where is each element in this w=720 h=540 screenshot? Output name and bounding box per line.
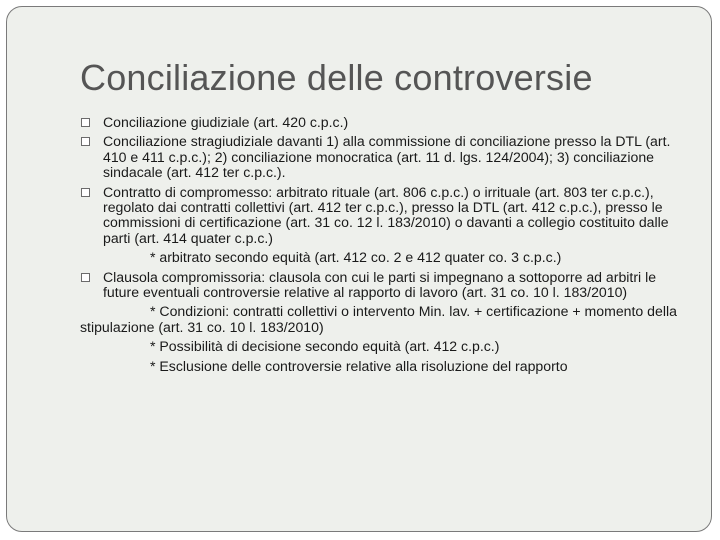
- slide-content: [80, 115, 690, 374]
- bullet-box-icon: [81, 137, 90, 146]
- bullet-text: Contratto di compromesso: arbitrato rituale (art. 806 c.p.c.) o irrituale (art. 803 ter c.p.c.), regolato dai contratti collettivi (art. 412 ter c.p.c.), presso la DTL (art. 412 c.p.c.), presso le commissioni di certificazione (art. 31 co. 12 l. 183/2010) o davanti a collegio costituito dalle parti (art. 414 quater c.p.c.): [103, 183, 669, 246]
- bullet-item: [80, 134, 690, 180]
- bullet-item: [80, 185, 690, 247]
- bullet-box-icon: [81, 273, 90, 282]
- bullet-text: Conciliazione giudiziale (art. 420 c.p.c.): [103, 114, 349, 130]
- note-possibilita: * Possibilità di decisione secondo equità (art. 412 c.p.c.): [150, 338, 500, 355]
- bullet-box-icon: [81, 188, 90, 197]
- note-esclusione: * Esclusione delle controversie relative alla risoluzione del rapporto: [150, 357, 568, 374]
- bullet-item: [80, 115, 690, 130]
- slide-title: Conciliazione delle controversie: [80, 57, 593, 98]
- bullet-text: Conciliazione stragiudiziale davanti 1) alla commissione di conciliazione presso la DTL (art. 410 e 411 c.p.c.); 2) conciliazione monocratica (art. 11 d. lgs. 124/2004); 3) conciliazione sindacale (art. 412 ter c.p.c.).: [103, 133, 671, 181]
- bullet-item: [80, 270, 690, 301]
- bullet-box-icon: [81, 118, 90, 127]
- note-condizioni: * Condizioni: contratti collettivi o intervento Min. lav. + certificazione + momento della stipulazione (art. 31 co. 10 l. 183/2010): [80, 303, 677, 335]
- note-equita: * arbitrato secondo equità (art. 412 co. 2 e 412 quater co. 3 c.p.c.): [150, 249, 562, 266]
- bullet-text: Clausola compromissoria: clausola con cui le parti si impegnano a sottoporre ad arbitri le future eventuali controversie relative al rapporto di lavoro (art. 31 co. 10 l. 183/2010): [103, 268, 657, 301]
